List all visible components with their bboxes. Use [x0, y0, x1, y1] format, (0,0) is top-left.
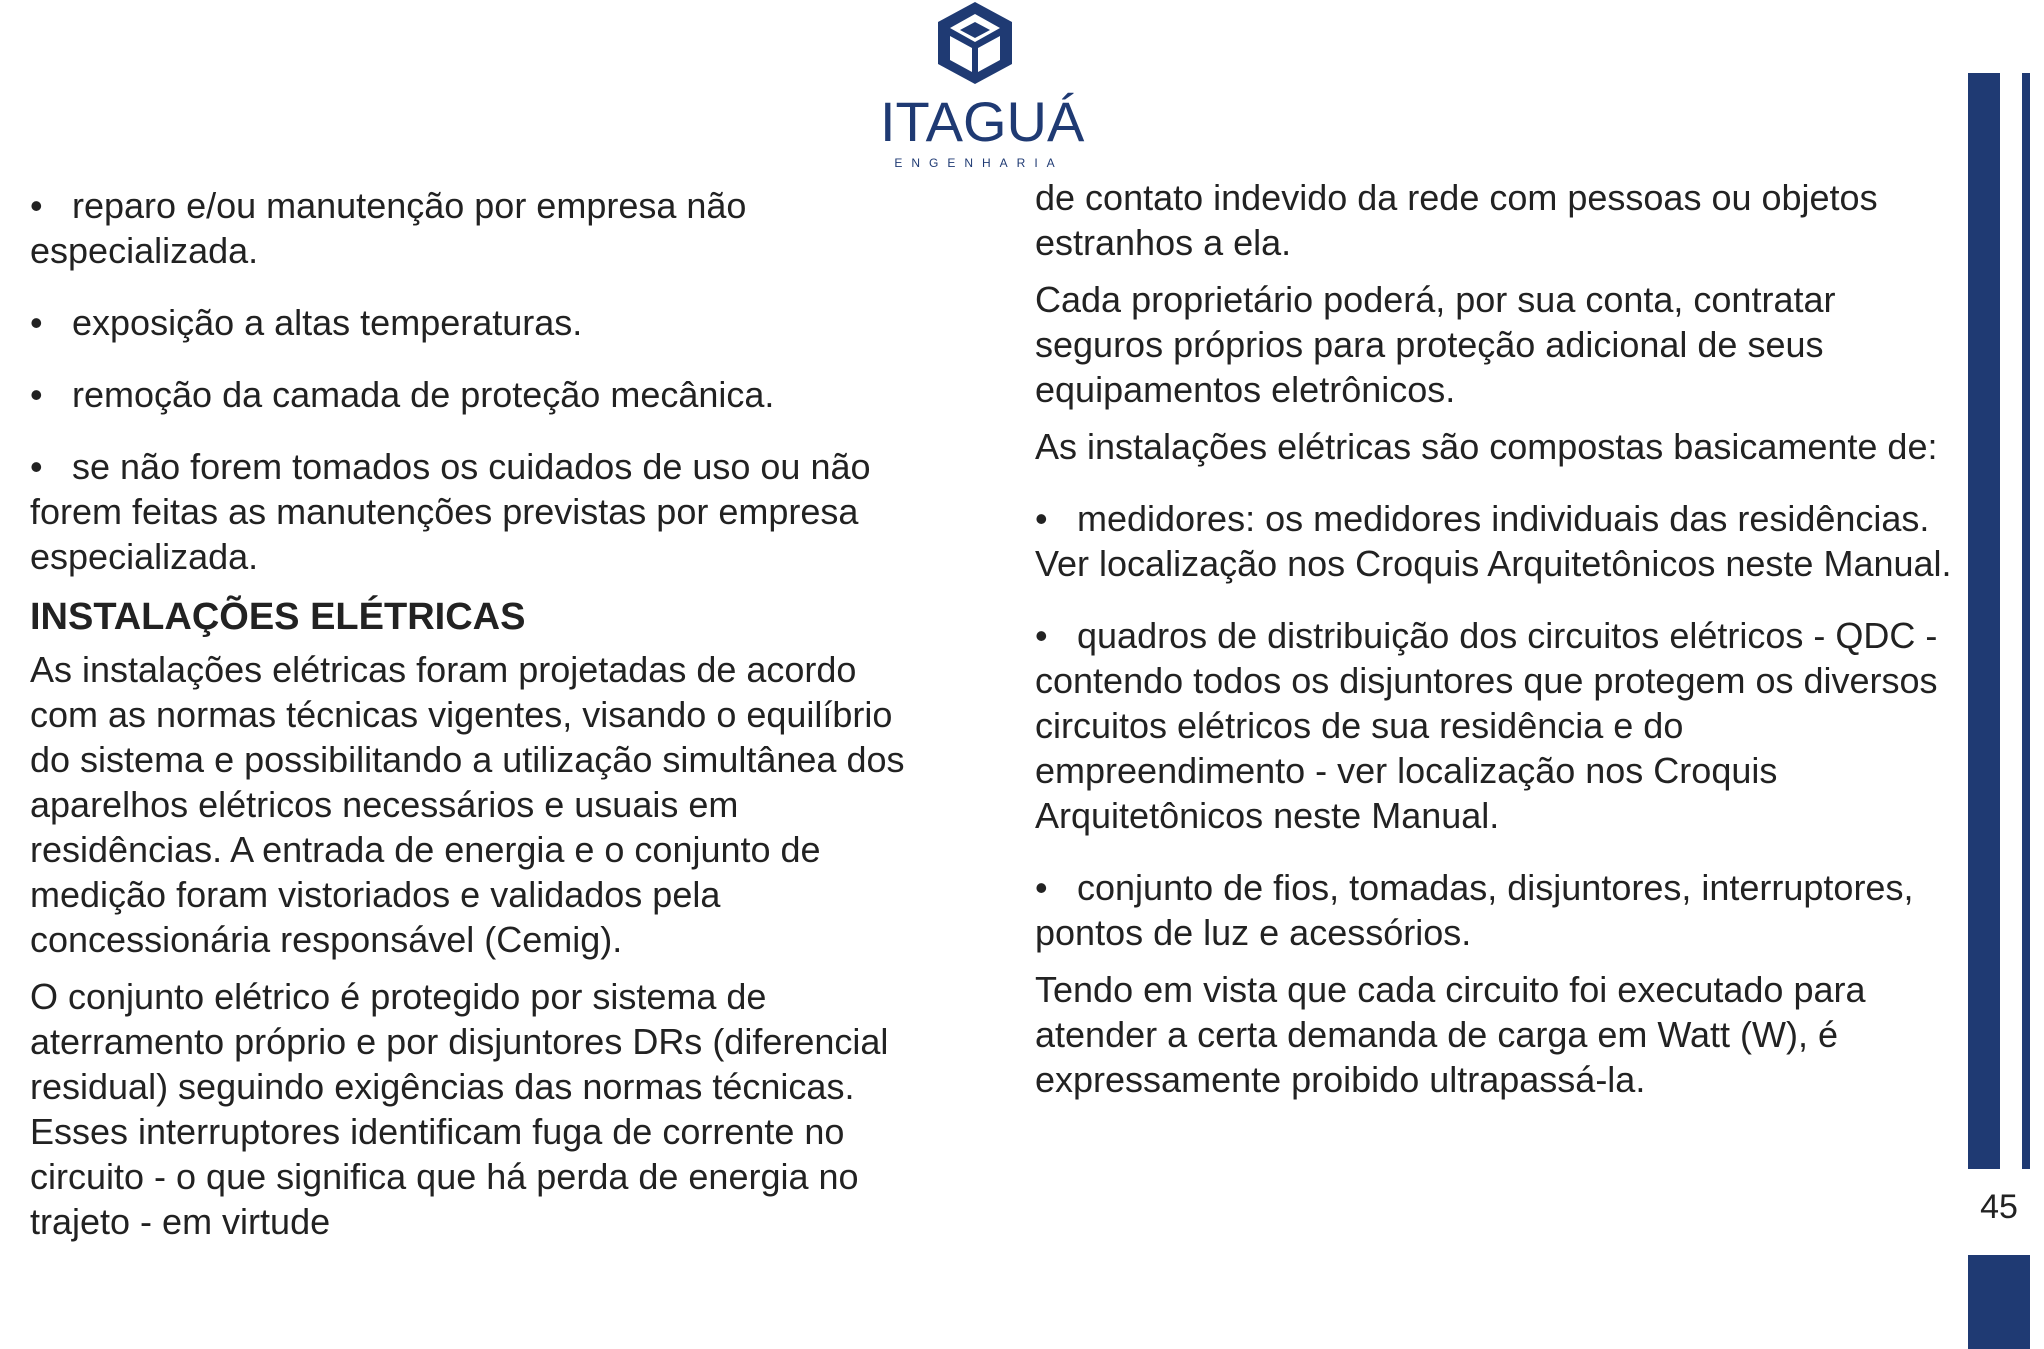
bullet-icon: •: [1035, 615, 1048, 656]
body-paragraph: As instalações elétricas são compostas basicamente de:: [1035, 426, 1938, 467]
body-paragraph: de contato indevido da rede com pessoas ou objetos estranhos a ela.: [1035, 177, 1878, 263]
list-item: • se não forem tomados os cuidados de uso ou não forem feitas as manutenções previstas por empresa especializada.: [30, 446, 871, 577]
bullet-icon: •: [1035, 498, 1048, 539]
body-paragraph: Cada proprietário poderá, por sua conta, contratar seguros próprios para proteção adicional de seus equipamentos eletrônicos.: [1035, 279, 1836, 410]
list-item: • conjunto de fios, tomadas, disjuntores, interruptores, pontos de luz e acessórios.: [1035, 867, 1914, 953]
bullet-icon: •: [30, 446, 43, 487]
page-number: 45: [1980, 1188, 2018, 1226]
bullet-icon: •: [30, 185, 43, 226]
company-logo: [880, 0, 1085, 170]
list-item: • quadros de distribuição dos circuitos elétricos - QDC - contendo todos os disjuntores que protegem os diversos circuitos elétricos de sua residência e do empreendimento - ver localização nos Croquis Arquitetônicos neste Manual.: [1035, 615, 1938, 836]
section-heading: INSTALAÇÕES ELÉTRICAS: [30, 596, 526, 638]
right-column: [1035, 175, 1955, 1102]
bullet-icon: •: [30, 302, 43, 343]
list-item: • medidores: os medidores individuais das residências. Ver localização nos Croquis Arquitetônicos neste Manual.: [1035, 498, 1952, 584]
list-item: • reparo e/ou manutenção por empresa não especializada.: [30, 185, 747, 271]
logo-subtitle: ENGENHARIA: [894, 156, 1064, 170]
left-column: [30, 183, 930, 1244]
body-paragraph: Tendo em vista que cada circuito foi executado para atender a certa demanda de carga em Watt (W), é expressamente proibido ultrapassá-la.: [1035, 969, 1866, 1100]
list-item: • exposição a altas temperaturas.: [30, 302, 583, 343]
side-accent-bar: [1968, 73, 2000, 1169]
side-accent-bar-bottom: [1968, 1255, 2030, 1349]
list-item: • remoção da camada de proteção mecânica.: [30, 374, 775, 415]
body-paragraph: As instalações elétricas foram projetadas de acordo com as normas técnicas vigentes, visando o equilíbrio do sistema e possibilitando a utilização simultânea dos aparelhos elétricos necessários e usuais em residências. A entrada de energia e o conjunto de medição foram vistoriados e validados pela concessionária responsável (Cemig).: [30, 649, 905, 960]
body-paragraph: O conjunto elétrico é protegido por sistema de aterramento próprio e por disjuntores DRs (diferencial residual) seguindo exigências das normas técnicas. Esses interruptores identificam fuga de corrente no circuito - o que significa que há perda de energia no trajeto - em virtude: [30, 976, 889, 1242]
bullet-icon: •: [1035, 867, 1048, 908]
logo-name: ITAGUÁ: [880, 90, 1085, 153]
side-accent-line: [2022, 73, 2030, 1169]
cube-emblem-icon: [932, 0, 1018, 86]
bullet-icon: •: [30, 374, 43, 415]
